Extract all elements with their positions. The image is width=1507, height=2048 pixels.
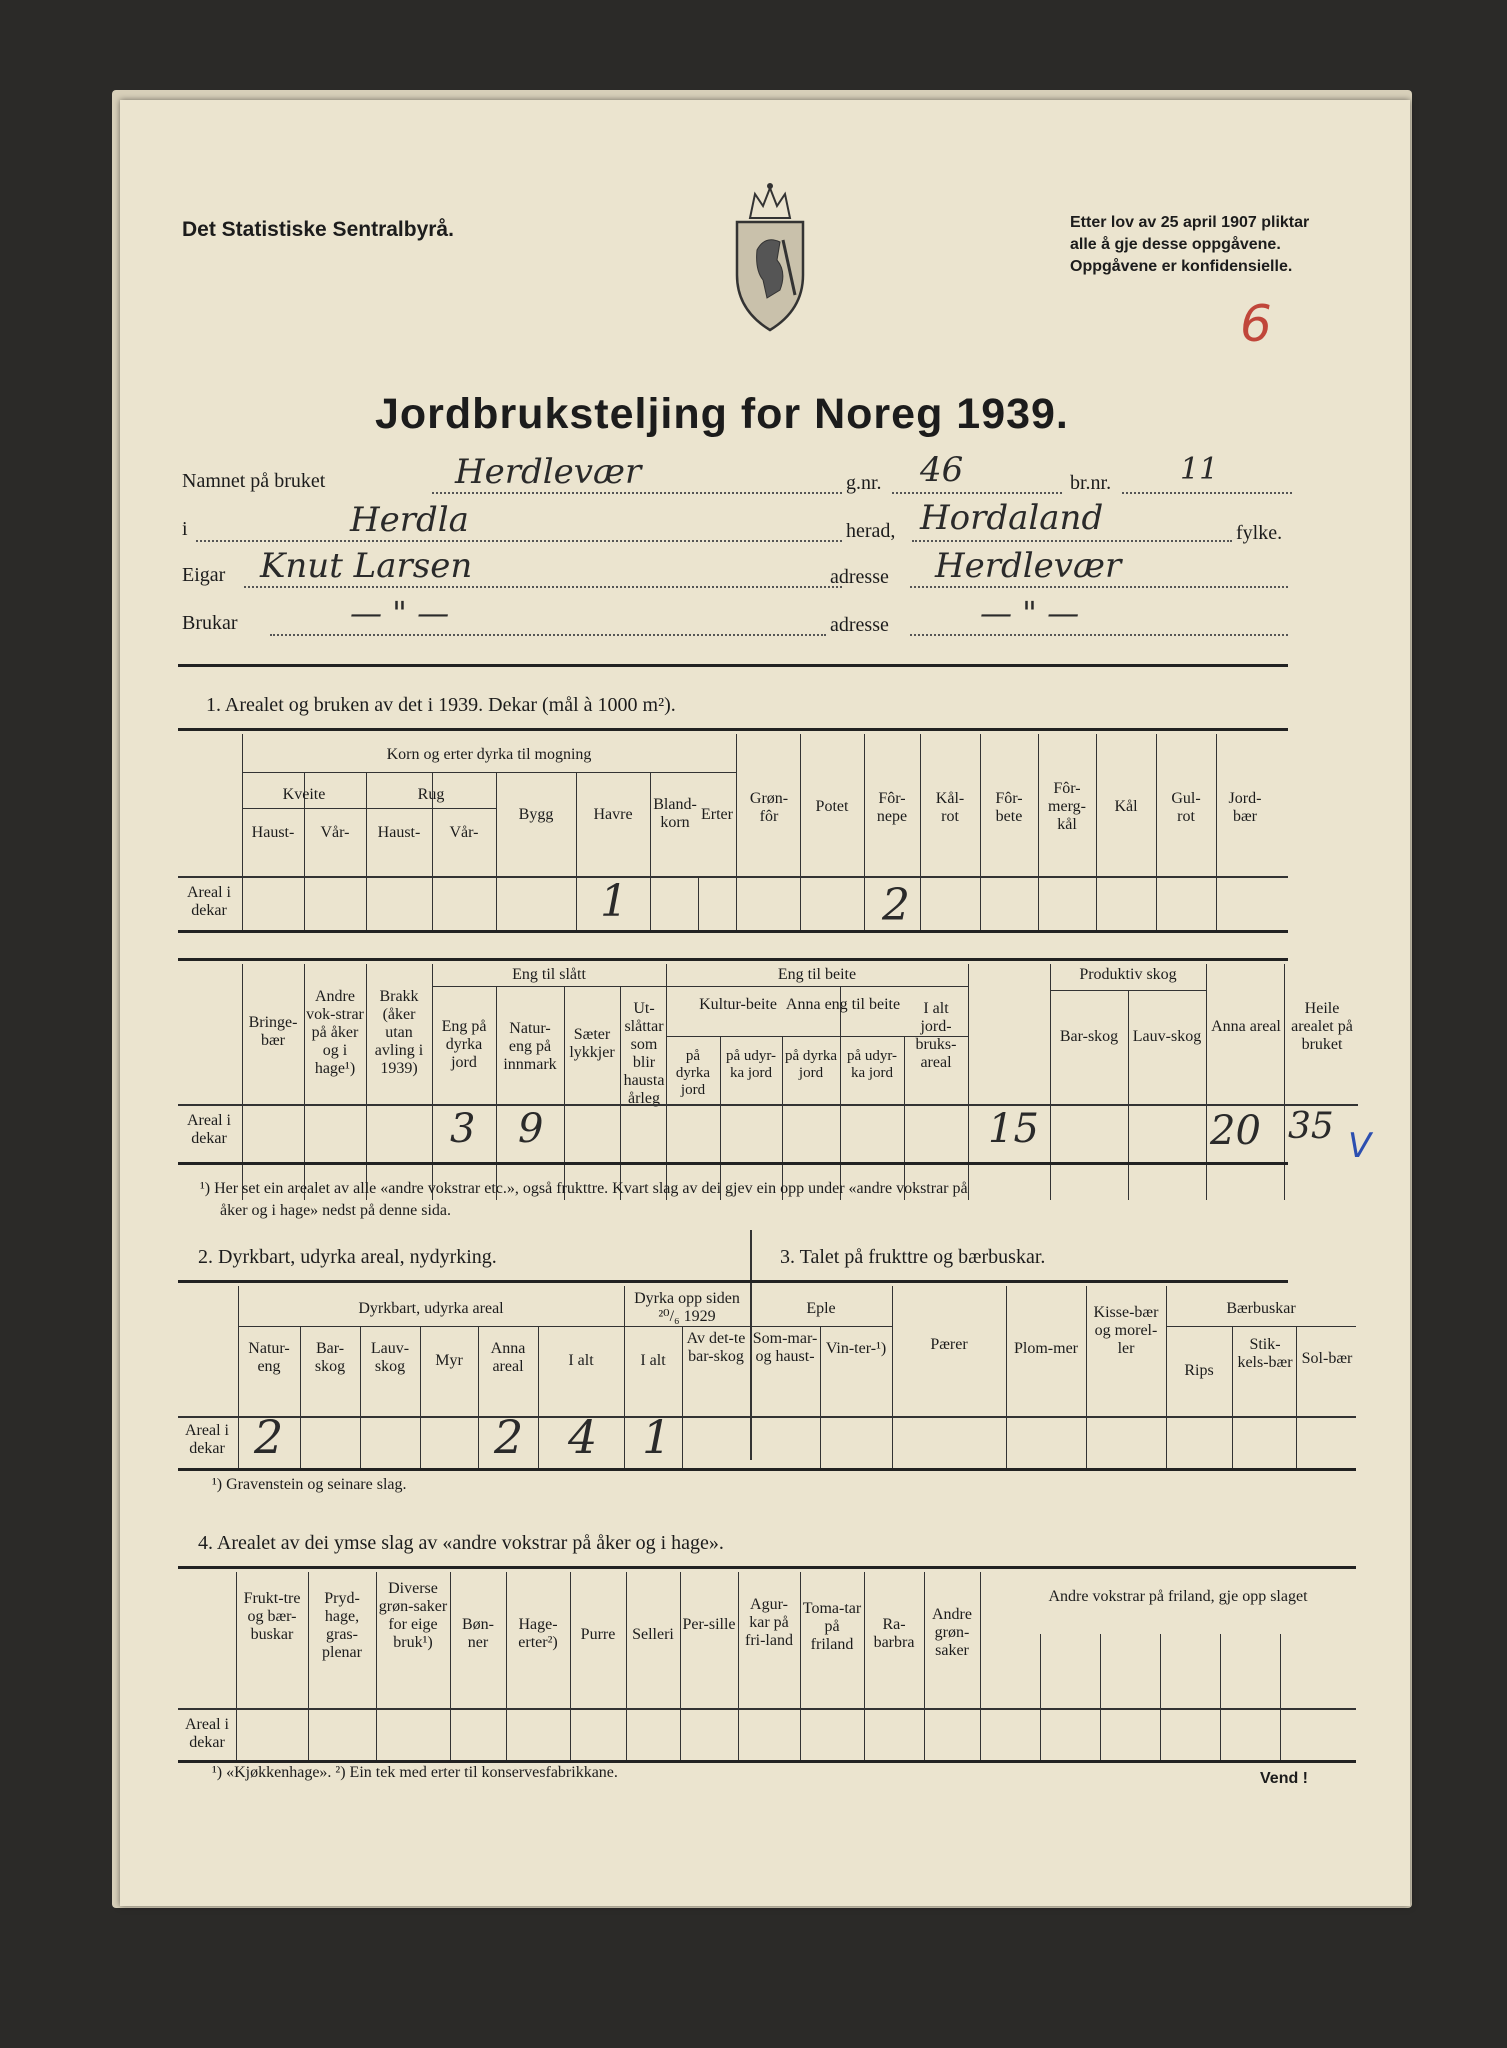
eng-beite-header: Eng til beite (777, 966, 857, 983)
gronfor-header: Grøn-fôr (749, 790, 789, 825)
potet-header: Potet (815, 798, 849, 815)
rabarbra-header: Ra-barbra (873, 1616, 915, 1651)
adresse-label: adresse (830, 566, 889, 588)
section2-lauvskog-header: Lauv-skog (370, 1340, 410, 1375)
lauvskog-header: Lauv-skog (1132, 1028, 1202, 1045)
gnr-label: g.nr. (846, 472, 882, 494)
section4-heading: 4. Arealet av dei ymse slag av «andre vokstrar på åker og i hage». (198, 1532, 724, 1554)
havre-value: 1 (600, 876, 628, 927)
gulrot-header: Gul-rot (1171, 790, 1201, 825)
naturinnmark-header: Natur-eng på innmark (503, 1020, 557, 1073)
rug-vaar-header: Vår- (449, 824, 479, 841)
heile-arealet-value: 35 (1288, 1106, 1334, 1147)
corner-mark: 6 (1240, 295, 1272, 353)
section2-i-alt-header: I alt (568, 1352, 594, 1369)
census-form-page (120, 100, 1410, 1906)
frukttre-header: Frukt-tre og bær-buskar (243, 1590, 301, 1643)
section3-heading: 3. Talet på frukttre og bærbuskar. (780, 1246, 1046, 1268)
i-alt-jordbruk-header: I alt jord-bruks-areal (915, 1000, 957, 1071)
heile-arealet-header: Heile arealet på bruket (1291, 1000, 1353, 1053)
fylke-label: fylke. (1236, 522, 1283, 544)
naturinnmark-value: 9 (518, 1106, 544, 1152)
anna-areal-header: Anna areal (1211, 1018, 1281, 1035)
korn-group-header: Korn og erter dyrka til mogning (386, 746, 592, 763)
brakk-header: Brakk (åker utan avling i 1939) (374, 988, 424, 1077)
kultur-pa-dyrka-header: på dyrka jord (675, 1048, 711, 1098)
i-alt-value: 15 (988, 1106, 1039, 1152)
diverse-header: Diverse grøn-saker for eige bruk¹) (378, 1580, 448, 1651)
anna-pa-dyrka-header: på dyrka jord (784, 1048, 838, 1081)
section2-dyrka-value: 1 (642, 1410, 672, 1464)
office-name: Det Statistiske Sentralbyrå. (182, 218, 454, 241)
law-notice (1070, 212, 1309, 278)
solbaer-header: Sol-bær (1301, 1350, 1353, 1367)
hageerter-header: Hage-erter²) (518, 1616, 558, 1651)
formergkal-header: Fôr-merg-kål (1048, 780, 1086, 833)
kal-header: Kål (1114, 798, 1138, 815)
name-value: Herdlevær (455, 452, 642, 492)
vinter-header: Vin-ter-¹) (825, 1340, 887, 1357)
rug-haust-header: Haust- (377, 824, 421, 841)
utslattar-header: Ut-slåttar som blir hausta årleg (623, 1000, 665, 1107)
section2-anna-header: Anna areal (490, 1340, 526, 1375)
rug-header: Rug (417, 786, 445, 803)
section2-natureng-value: 2 (254, 1410, 284, 1464)
section2-natureng-header: Natur-eng (248, 1340, 290, 1375)
kalrot-header: Kål-rot (935, 790, 965, 825)
gnr-value: 46 (920, 450, 964, 490)
kulturbeite-header: Kultur-beite (699, 996, 777, 1013)
agurkar-header: Agur-kar på fri-land (745, 1596, 793, 1649)
section1-heading: 1. Arealet og bruken av det i 1939. Dekar (mål à 1000 m²). (206, 694, 676, 716)
selleri-header: Selleri (632, 1626, 674, 1643)
brnr-value: 11 (1180, 452, 1219, 487)
section2-barskog-header: Bar-skog (314, 1340, 346, 1375)
jordbaer-header: Jord-bær (1228, 790, 1262, 825)
check-mark: V (1348, 1126, 1372, 1166)
law-notice-line1: Etter lov av 25 april 1907 pliktar (1070, 214, 1310, 231)
potet-value: 2 (882, 880, 910, 931)
eple-header: Eple (806, 1300, 836, 1317)
brukar-label: Brukar (182, 612, 238, 634)
eigar-value: Knut Larsen (260, 546, 473, 586)
i-value: Herdla (350, 500, 469, 540)
bringebaer-header: Bringe-bær (248, 1014, 298, 1049)
produktiv-skog-header: Produktiv skog (1079, 966, 1177, 983)
kultur-pa-udyrka-header: på udyr-ka jord (725, 1048, 777, 1081)
adresse2-label: adresse (830, 614, 889, 636)
havre-header: Havre (593, 806, 633, 823)
section2-dyrka-i-alt-header: I alt (640, 1352, 666, 1369)
section2-av-dette-header: Av det-te bar-skog (686, 1330, 746, 1365)
paerer-header: Pærer (930, 1336, 968, 1353)
section2-footnote: ¹) Gravenstein og seinare slag. (212, 1476, 407, 1493)
adresse2-value: — " — (980, 594, 1080, 632)
brnr-label: br.nr. (1070, 472, 1112, 494)
eng-dyrka-value: 3 (450, 1106, 476, 1152)
fornepe-header: Fôr-nepe (876, 790, 908, 825)
section2-heading: 2. Dyrkbart, udyrka areal, nydyrking. (198, 1246, 497, 1268)
section1a-areal-label: Areal i dekar (187, 884, 231, 919)
saeter-header: Sæter lykkjer (569, 1026, 615, 1061)
andre-vokstrar-header: Andre vok-strar på åker og i hage¹) (306, 988, 364, 1077)
barskog-header: Bar-skog (1059, 1028, 1119, 1045)
stikkelsbaer-header: Stik-kels-bær (1237, 1336, 1293, 1371)
bonner-header: Bøn-ner (462, 1616, 494, 1651)
eng-slatt-header: Eng til slått (512, 966, 586, 983)
page-title: Jordbruksteljing for Noreg 1939. (375, 390, 1069, 438)
plommer-header: Plom-mer (1014, 1340, 1078, 1357)
brukar-value: — " — (350, 594, 450, 632)
bygg-header: Bygg (518, 806, 554, 823)
section1-footnote-line1: ¹) Her set ein arealet av alle «andre vokstrar etc.», også frukttre. Kvart slag av dei gjev ein opp under «andre vokstrar på (200, 1180, 968, 1197)
eng-dyrka-header: Eng på dyrka jord (441, 1018, 487, 1071)
law-notice-line2: alle å gje desse oppgåvene. (1070, 236, 1281, 253)
anna-eng-header: Anna eng til beite (785, 996, 901, 1013)
erter-header: Erter (701, 806, 733, 823)
andre-gron-header: Andre grøn-saker (932, 1606, 972, 1659)
section1-footnote (200, 1178, 968, 1222)
adresse-value: Herdlevær (935, 546, 1122, 586)
persille-header: Per-sille (682, 1616, 736, 1633)
kveite-header: Kveite (282, 786, 326, 803)
purre-header: Purre (580, 1626, 616, 1643)
kveite-haust-header: Haust- (251, 824, 295, 841)
herad-value: Hordaland (920, 498, 1104, 538)
anna-areal-value: 20 (1210, 1108, 1261, 1154)
vend-text: Vend ! (1260, 1770, 1309, 1787)
anna-pa-udyrka-header: på udyr-ka jord (846, 1048, 898, 1081)
section1-footnote-line2: åker og i hage» nedst på denne sida. (220, 1202, 452, 1219)
forbete-header: Fôr-bete (995, 790, 1023, 825)
andre-friland-header: Andre vokstrar på friland, gje opp slaget (1048, 1588, 1308, 1605)
section2-dyrka-header: Dyrka opp siden ²⁰/₆ 1929 (634, 1290, 740, 1325)
section2-group-header: Dyrkbart, udyrka areal (358, 1300, 504, 1317)
tomatar-header: Toma-tar på friland (802, 1600, 862, 1653)
section2-myr-header: Myr (435, 1352, 463, 1369)
section1b-areal-label: Areal i dekar (187, 1112, 231, 1147)
herad-label: herad, (846, 520, 896, 542)
rips-header: Rips (1184, 1362, 1214, 1379)
law-notice-line3: Oppgåvene er konfidensielle. (1070, 258, 1293, 275)
i-label: i (182, 518, 188, 540)
kissebaer-header: Kisse-bær og morel-ler (1093, 1304, 1159, 1357)
section2-i-alt-value: 4 (568, 1410, 598, 1464)
blandkorn-header: Bland-korn (653, 796, 697, 831)
eigar-label: Eigar (182, 564, 226, 586)
kveite-vaar-header: Vår- (320, 824, 350, 841)
prydhage-header: Pryd-hage, gras-plenar (322, 1590, 362, 1661)
section4-footnote: ¹) «Kjøkkenhage». ²) Ein tek med erter til konservesfabrikkane. (212, 1764, 618, 1781)
sommar-header: Som-mar-og haust- (752, 1330, 818, 1365)
section4-areal-label: Areal i dekar (185, 1716, 229, 1751)
coat-of-arms-icon (725, 180, 815, 340)
baerbuskar-header: Bærbuskar (1226, 1300, 1296, 1317)
name-label: Namnet på bruket (182, 470, 326, 492)
section2-areal-label: Areal i dekar (185, 1422, 229, 1457)
section2-anna-value: 2 (494, 1410, 524, 1464)
